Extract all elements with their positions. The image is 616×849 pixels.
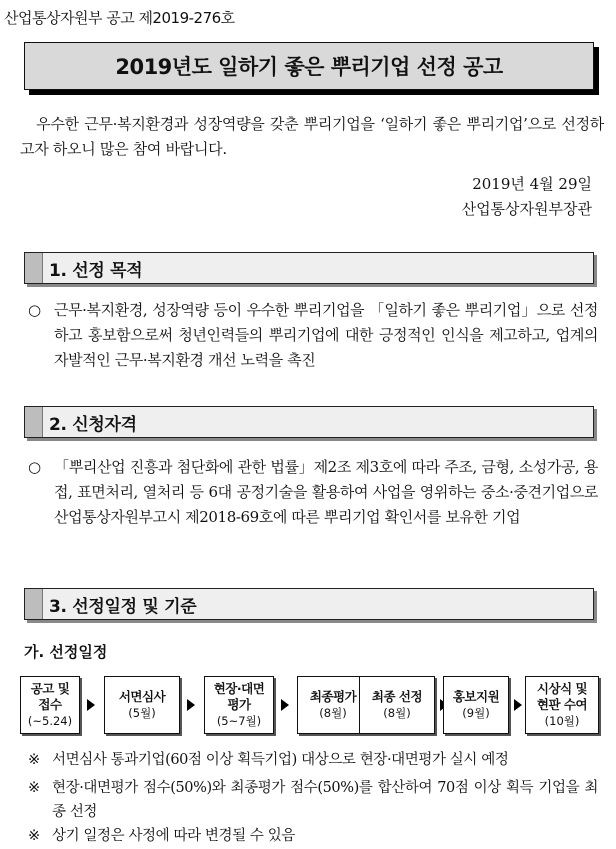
- step-name: 현장·대면 평가: [213, 681, 265, 712]
- purpose-bullet: [28, 298, 598, 373]
- step-name: 최종평가: [309, 689, 357, 704]
- step-final-selection: [359, 676, 435, 734]
- title-box: [24, 42, 594, 90]
- schedule-subtitle: 가. 선정일정: [24, 643, 108, 661]
- section-heading-label: 3. 선정일정 및 기준: [49, 596, 197, 617]
- arrow-right-icon: [281, 699, 289, 711]
- note-text: 현장·대면평가 점수(50%)와 최종평가 점수(50%)를 합산하여 70점 이상 획득 기업을 최종 선정: [52, 780, 598, 820]
- section-heading-label: 1. 선정 목적: [49, 260, 143, 281]
- step-name: 시상식 및 현판 수여: [536, 681, 588, 712]
- step-period: (9월): [462, 706, 490, 720]
- step-period: (~5.24): [27, 714, 73, 728]
- notice-number: 산업통상자원부 공고 제2019-276호: [4, 9, 235, 27]
- schedule-flow: [20, 676, 600, 734]
- intro-text: 우수한 근무·복지환경과 성장역량을 갖춘 뿌리기업을 ‘일하기 좋은 뿌리기업’으로 선정하고자 하오니 많은 참여 바랍니다.: [20, 115, 604, 158]
- step-document-review: [104, 676, 180, 734]
- reference-mark-icon: ※: [28, 752, 40, 768]
- step-period: (10월): [544, 714, 580, 728]
- page-title: 2019년도 일하기 좋은 뿌리기업 선정 공고: [115, 55, 503, 79]
- step-name: 공고 및 접수: [30, 681, 70, 712]
- section-heading-schedule: [24, 588, 594, 620]
- arrow-right-icon: [87, 699, 95, 711]
- notice-issuer: 산업통상자원부장관: [461, 200, 592, 218]
- section-heading-eligibility: [24, 406, 594, 438]
- heading-accent-bar: [25, 253, 43, 283]
- heading-accent-bar: [25, 407, 43, 437]
- note-text: 서면심사 통과기업(60점 이상 획득기업) 대상으로 현장·대면평가 실시 예정: [52, 752, 509, 768]
- step-award-ceremony: [525, 676, 599, 734]
- step-period: (5~7월): [216, 714, 262, 728]
- step-period: (8월): [383, 706, 411, 720]
- reference-mark-icon: ※: [28, 780, 40, 796]
- step-promotion: [443, 676, 509, 734]
- eligibility-text: 「뿌리산업 진흥과 첨단화에 관한 법률」제2조 제3호에 따라 주조, 금형, 소성가공, 용접, 표면처리, 열처리 등 6대 공정기술을 활용하여 사업을 영위하는 중소·중견기업으로 산업통상자원부고시 제2018-69호에 따른 뿌리기업 확인서를 보유한 기업: [54, 458, 598, 526]
- step-period: (8월): [319, 706, 347, 720]
- circle-bullet-icon: ○: [28, 458, 41, 476]
- eligibility-bullet: [28, 455, 598, 530]
- step-period: (5월): [128, 706, 156, 720]
- step-name: 서면심사: [118, 689, 166, 704]
- note-item: [28, 748, 598, 772]
- arrow-right-icon: [514, 699, 522, 711]
- arrow-right-icon: [187, 699, 195, 711]
- section-heading-purpose: [24, 252, 594, 284]
- step-application: [20, 676, 80, 734]
- section-heading-label: 2. 신청자격: [49, 414, 137, 435]
- note-item: [28, 776, 598, 824]
- intro-paragraph: [20, 112, 604, 162]
- step-name: 홍보지원: [452, 689, 500, 704]
- note-text: 상기 일정은 사정에 따라 변경될 수 있음: [52, 828, 295, 844]
- note-item: [28, 824, 598, 848]
- notice-date: 2019년 4월 29일: [472, 175, 592, 193]
- circle-bullet-icon: ○: [28, 301, 41, 319]
- step-name: 최종 선정: [371, 689, 423, 704]
- heading-accent-bar: [25, 589, 43, 619]
- purpose-text: 근무·복지환경, 성장역량 등이 우수한 뿌리기업을 「일하기 좋은 뿌리기업」으로 선정하고 홍보함으로써 청년인력들의 뿌리기업에 대한 긍정적인 인식을 제고하고, 업계의 자발적인 근무·복지환경 개선 노력을 촉진: [54, 301, 598, 369]
- step-onsite-evaluation: [204, 676, 274, 734]
- reference-mark-icon: ※: [28, 828, 40, 844]
